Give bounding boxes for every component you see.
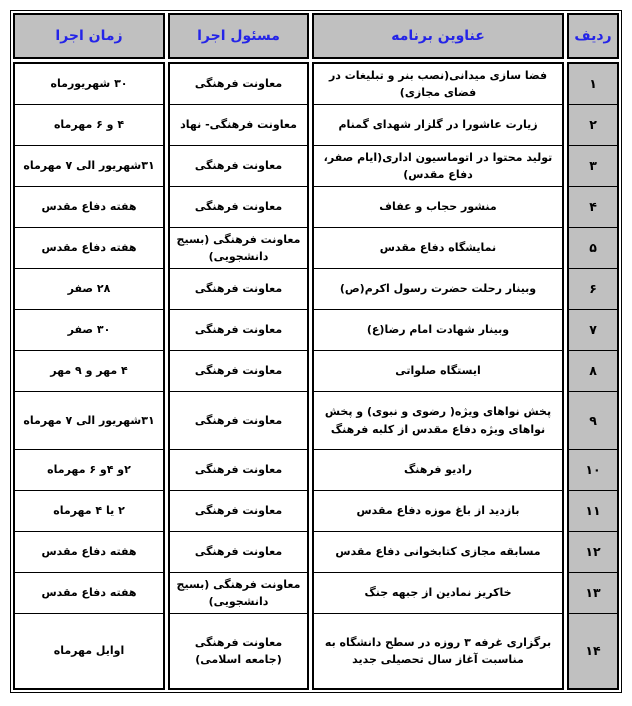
cell-executor: معاونت فرهنگی <box>170 392 307 450</box>
cell-program-title: نمایشگاه دفاع مقدس <box>314 228 562 269</box>
cell-program-title: ایستگاه صلواتی <box>314 351 562 392</box>
cell-time: هفته دفاع مقدس <box>15 573 163 614</box>
cell-program-title: وبینار شهادت امام رضا(ع) <box>314 310 562 351</box>
column-program-titles <box>312 62 564 690</box>
cell-time: هفته دفاع مقدس <box>15 532 163 573</box>
cell-executor: معاونت فرهنگی <box>170 351 307 392</box>
cell-row-number: ۹ <box>569 392 617 450</box>
cell-executor: معاونت فرهنگی <box>170 310 307 351</box>
cell-row-number: ۱۱ <box>569 491 617 532</box>
cell-row-number: ۱۲ <box>569 532 617 573</box>
cell-time: ۴ و ۶ مهرماه <box>15 105 163 146</box>
cell-program-title: وبینار رحلت حضرت رسول اکرم(ص) <box>314 269 562 310</box>
cell-program-title: مسابقه مجازی کتابخوانی دفاع مقدس <box>314 532 562 573</box>
cell-executor: معاونت فرهنگی <box>170 64 307 105</box>
cell-time: هفته دفاع مقدس <box>15 187 163 228</box>
cell-program-title: برگزاری غرفه ۳ روزه در سطح دانشگاه به مناسبت آغاز سال تحصیلی جدید <box>324 635 552 666</box>
cell-row-number: ۸ <box>569 351 617 392</box>
column-executors <box>168 62 309 690</box>
cell-row-number: ۱۴ <box>585 643 601 659</box>
header-row-number: ردیف <box>567 13 619 59</box>
cell-executor: معاونت فرهنگی <box>170 187 307 228</box>
cell-row-number: ۷ <box>569 310 617 351</box>
cell-row-number: ۴ <box>569 187 617 228</box>
cell-program-title: منشور حجاب و عفاف <box>314 187 562 228</box>
cell-row-number: ۱۳ <box>569 573 617 614</box>
cell-row-number: ۵ <box>569 228 617 269</box>
cell-row-number: ۱ <box>569 64 617 105</box>
cell-executor: معاونت فرهنگی <box>170 491 307 532</box>
cell-time: ۲و ۴و ۶ مهرماه <box>15 450 163 491</box>
cell-executor: معاونت فرهنگی- نهاد <box>170 105 307 146</box>
cell-program-title: خاکریز نمادین از جبهه جنگ <box>314 573 562 614</box>
column-times <box>13 62 165 690</box>
cell-program-title: پخش نواهای ویژه( رضوی و نبوی) و پخش نواهای ویژه دفاع مقدس از کلبه فرهنگ <box>314 392 562 450</box>
cell-time: ۳۰ شهریورماه <box>15 64 163 105</box>
cell-executor: معاونت فرهنگی <box>170 269 307 310</box>
cell-time: ۳۱شهریور الی ۷ مهرماه <box>15 392 163 450</box>
cell-time: ۳۰ صفر <box>15 310 163 351</box>
program-schedule-table <box>10 10 622 693</box>
header-time: زمان اجرا <box>13 13 165 59</box>
cell-program-title: فضا سازی میدانی(نصب بنر و تبلیغات در فضای مجازی) <box>314 64 562 105</box>
cell-executor: معاونت فرهنگی <box>170 146 307 187</box>
cell-program-title: رادیو فرهنگ <box>314 450 562 491</box>
cell-row-number: ۳ <box>569 146 617 187</box>
table-grid <box>13 13 619 690</box>
header-executor: مسئول اجرا <box>168 13 309 59</box>
cell-time: هفته دفاع مقدس <box>15 228 163 269</box>
cell-executor: معاونت فرهنگی <box>170 450 307 491</box>
cell-row-number: ۲ <box>569 105 617 146</box>
cell-time: اوایل مهرماه <box>53 644 125 658</box>
column-row-numbers <box>567 62 619 690</box>
cell-time: ۲ یا ۴ مهرماه <box>15 491 163 532</box>
cell-program-title: بازدید از باغ موزه دفاع مقدس <box>314 491 562 532</box>
cell-row-number: ۱۰ <box>569 450 617 491</box>
cell-time: ۴ مهر و ۹ مهر <box>15 351 163 392</box>
cell-program-title: زیارت عاشورا در گلزار شهدای گمنام <box>314 105 562 146</box>
cell-executor: معاونت فرهنگی <box>170 532 307 573</box>
cell-executor: معاونت فرهنگی (بسیج دانشجویی) <box>170 573 307 614</box>
cell-time: ۲۸ صفر <box>15 269 163 310</box>
cell-program-title: تولید محتوا در اتوماسیون اداری(ایام صفر، دفاع مقدس) <box>314 146 562 187</box>
cell-executor: معاونت فرهنگی (بسیج دانشجویی) <box>170 228 307 269</box>
cell-row-number: ۶ <box>569 269 617 310</box>
cell-executor: معاونت فرهنگی (جامعه اسلامی) <box>194 635 283 666</box>
cell-time: ۳۱شهریور الی ۷ مهرماه <box>15 146 163 187</box>
header-program-title: عناوین برنامه <box>312 13 564 59</box>
